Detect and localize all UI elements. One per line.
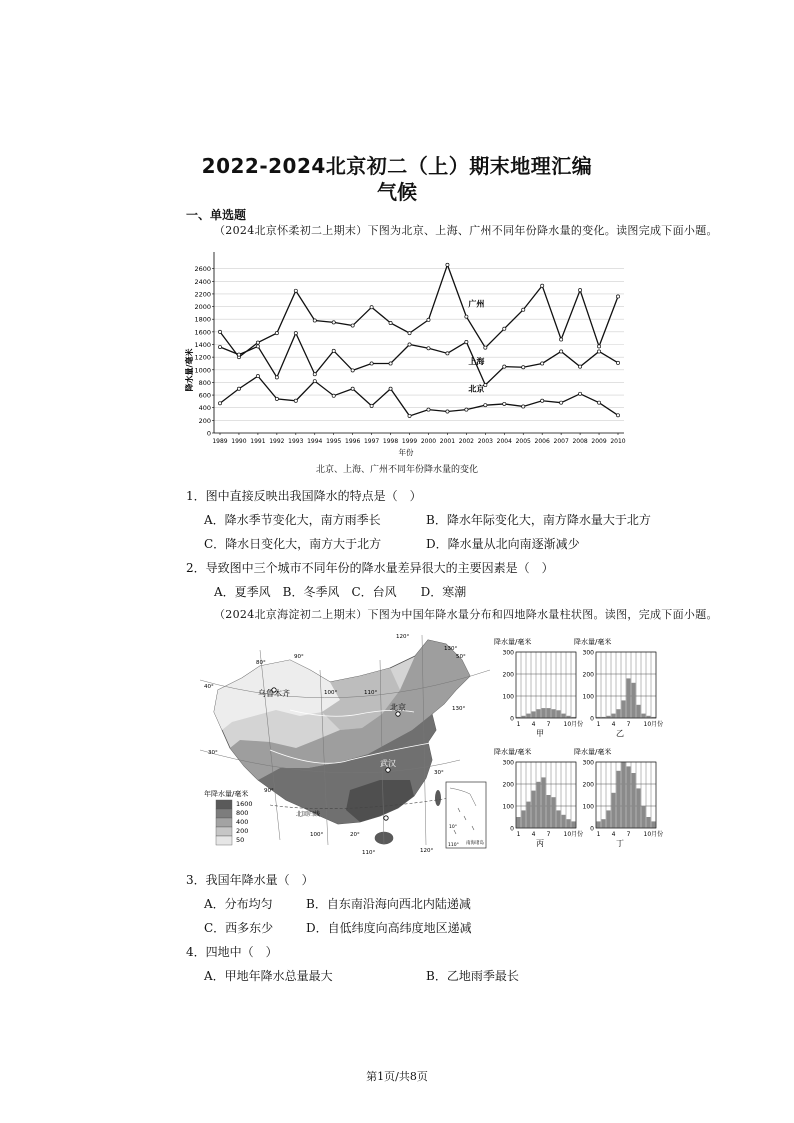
lat-20-label: 20° <box>350 832 360 838</box>
line-chart-ytick: 2600 <box>194 265 211 274</box>
lat-30b-label: 30° <box>434 770 444 776</box>
line-point <box>465 315 468 318</box>
line-point <box>616 295 619 298</box>
line-point <box>597 401 600 404</box>
line-point <box>275 376 278 379</box>
city-urumqi-label: 乌鲁木齐 <box>258 689 290 698</box>
bar <box>571 821 575 828</box>
line-chart-ytick: 600 <box>198 391 211 400</box>
line-point <box>370 362 373 365</box>
bar-chart-xtick: 7 <box>626 721 631 728</box>
line-chart-ytick: 2200 <box>194 290 211 299</box>
bar <box>561 714 565 718</box>
lon-120-label: 120° <box>396 634 410 640</box>
bar-chart-xtick: 10月份 <box>643 721 664 728</box>
line-point <box>503 402 506 405</box>
line-chart-ytick: 2400 <box>194 277 211 286</box>
bar-chart-xtick: 10月份 <box>563 721 584 728</box>
inset-lat-label: 10° <box>449 825 457 830</box>
line-point <box>294 399 297 402</box>
bar <box>566 819 570 828</box>
bar-chart-ylabel: 降水量/毫米 <box>494 638 532 646</box>
line-chart-xtick: 1990 <box>231 438 247 445</box>
page-footer: 第1页/共8页 <box>366 1070 428 1083</box>
bar <box>621 762 625 828</box>
bar-chart-ytick: 100 <box>582 693 594 701</box>
legend-swatch <box>216 836 232 845</box>
bar <box>596 821 600 828</box>
question-4-stem: 4．四地中（ ） <box>186 945 278 959</box>
bar <box>621 700 625 718</box>
bar-chart-ytick: 300 <box>502 649 514 657</box>
question-1-stem: 1．图中直接反映出我国降水的特点是（ ） <box>186 489 422 503</box>
line-chart-caption: 北京、上海、广州不同年份降水量的变化 <box>315 465 478 475</box>
line-point <box>560 350 563 353</box>
bar <box>616 771 620 828</box>
line-series-上海 <box>220 333 618 385</box>
line-point <box>275 397 278 400</box>
line-point <box>522 366 525 369</box>
tropic-label: 北回归线 <box>296 811 321 818</box>
question-1-option-a[interactable]: A．降水季节变化大，南方雨季长 <box>204 513 381 527</box>
city-beijing-marker <box>396 712 400 716</box>
bar <box>526 714 530 718</box>
bar-chart-ylabel: 降水量/毫米 <box>494 748 532 756</box>
line-point <box>427 347 430 350</box>
city-wuhan-marker <box>386 768 390 772</box>
city-wuhan-label: 武汉 <box>380 759 396 768</box>
bar-chart-乙 <box>574 637 663 738</box>
bar <box>556 710 560 718</box>
bar-chart-丁 <box>574 747 663 848</box>
line-chart-xtick: 1995 <box>326 438 342 445</box>
line-chart-xtick: 2010 <box>610 438 626 445</box>
line-point <box>332 349 335 352</box>
section-heading: 一、单选题 <box>186 208 247 222</box>
line-chart-xtick: 2004 <box>496 438 512 445</box>
bar-chart-丙 <box>494 747 583 848</box>
line-chart-ylabel: 降水量/毫米 <box>185 348 194 392</box>
line-point <box>237 353 240 356</box>
lon-110b-label: 110° <box>362 850 376 856</box>
line-point <box>597 350 600 353</box>
bar <box>626 766 630 828</box>
lon-120b-label: 120° <box>420 848 434 854</box>
bar <box>646 817 650 828</box>
lat-40-label: 40° <box>204 684 214 690</box>
line-point <box>294 332 297 335</box>
lon-90b-label: 90° <box>264 788 274 794</box>
lon-100-label: 100° <box>324 690 338 696</box>
question-3-option-b[interactable]: B．自东南沿海向西北内陆递减 <box>306 897 471 911</box>
question-3-stem: 3．我国年降水量（ ） <box>186 873 314 887</box>
line-point <box>313 380 316 383</box>
city-beijing-label: 北京 <box>390 703 406 712</box>
line-series-label: 上海 <box>468 357 485 367</box>
line-point <box>408 332 411 335</box>
bar-chart-ylabel: 降水量/毫米 <box>574 638 612 646</box>
line-chart-xtick: 2002 <box>458 438 475 445</box>
bar-chart-name: 甲 <box>536 729 544 738</box>
line-point <box>522 308 525 311</box>
legend-label: 800 <box>236 809 249 817</box>
line-chart-ytick: 1000 <box>194 366 211 375</box>
line-series-北京 <box>220 376 618 416</box>
question-2-options[interactable]: A．夏季风 B．冬季风 C．台风 D．寒潮 <box>214 585 467 599</box>
line-chart-ytick: 1400 <box>194 341 211 349</box>
question-4-option-a[interactable]: A．甲地年降水总量最大 <box>204 969 333 983</box>
china-precipitation-map <box>200 630 490 860</box>
line-point <box>313 373 316 376</box>
bar <box>551 797 555 828</box>
legend-swatch <box>216 827 232 836</box>
line-chart-ytick: 200 <box>198 416 211 425</box>
bar-chart-ytick: 200 <box>582 781 594 789</box>
bar <box>631 773 635 828</box>
line-chart-xtick: 2003 <box>477 438 493 445</box>
line-chart-ytick: 2000 <box>194 303 211 312</box>
line-chart-ytick: 1800 <box>194 315 211 324</box>
bar-chart-ytick: 0 <box>510 715 514 723</box>
question-4-option-b[interactable]: B．乙地雨季最长 <box>426 969 519 983</box>
line-chart-xtick: 1989 <box>212 438 228 445</box>
question-1-option-c[interactable]: C．降水日变化大，南方大于北方 <box>204 537 382 551</box>
line-point <box>256 375 259 378</box>
line-chart-ytick: 1600 <box>194 328 211 337</box>
line-chart-xlabel: 年份 <box>398 448 414 457</box>
line-point <box>578 392 581 395</box>
bar <box>551 709 555 718</box>
bar <box>546 795 550 828</box>
line-chart-xtick: 1998 <box>382 438 399 445</box>
line-point <box>370 404 373 407</box>
bar <box>616 709 620 718</box>
bar-chart-xtick: 10月份 <box>643 831 664 838</box>
bar-chart-ylabel: 降水量/毫米 <box>574 748 612 756</box>
bar <box>546 708 550 718</box>
line-point <box>560 338 563 341</box>
line-point <box>275 332 278 335</box>
line-point <box>484 404 487 407</box>
bar <box>526 802 530 828</box>
bar-chart-ytick: 100 <box>582 803 594 811</box>
lat-30a-label: 30° <box>208 750 218 756</box>
lon-130b-label: 130° <box>452 706 466 712</box>
line-point <box>389 387 392 390</box>
bar-chart-ytick: 100 <box>502 803 514 811</box>
line-point <box>389 321 392 324</box>
line-point <box>616 414 619 417</box>
line-point <box>313 319 316 322</box>
bar <box>611 793 615 828</box>
bar <box>626 678 630 718</box>
bar <box>536 782 540 828</box>
line-point <box>616 361 619 364</box>
line-point <box>465 408 468 411</box>
bar <box>641 714 645 718</box>
bar-chart-xtick: 7 <box>546 721 551 728</box>
line-point <box>522 405 525 408</box>
map-legend-title: 年降水量/毫米 <box>204 790 249 798</box>
bar-chart-ytick: 0 <box>590 825 594 833</box>
bar-chart-name: 丁 <box>616 839 624 848</box>
precipitation-bar-charts <box>490 632 670 858</box>
line-chart-xtick: 2001 <box>439 438 456 445</box>
city-guangzhou-marker <box>384 816 388 820</box>
line-chart-ytick: 1200 <box>194 353 211 362</box>
line-point <box>541 399 544 402</box>
bar-chart-ytick: 0 <box>590 715 594 723</box>
bar-chart-xtick: 1 <box>596 721 601 728</box>
legend-label: 50 <box>236 836 245 844</box>
line-chart-xtick: 2000 <box>420 438 437 445</box>
line-series-label: 广州 <box>468 299 485 309</box>
bar <box>611 714 615 718</box>
line-point <box>503 327 506 330</box>
line-chart-xtick: 1996 <box>345 438 361 445</box>
legend-swatch <box>216 800 232 809</box>
line-chart-xtick: 2006 <box>534 438 550 445</box>
bar <box>531 711 535 718</box>
lon-110-label: 110° <box>364 690 378 696</box>
line-point <box>218 330 221 333</box>
line-point <box>351 324 354 327</box>
bar-chart-xtick: 7 <box>546 831 551 838</box>
line-point <box>256 341 259 344</box>
lon-100b-label: 100° <box>310 832 324 838</box>
line-point <box>370 306 373 309</box>
bar-chart-甲 <box>494 637 583 738</box>
line-chart-xtick: 1997 <box>363 438 380 445</box>
bar-chart-name: 乙 <box>616 729 624 738</box>
inset-lon-label: 110° <box>448 843 459 848</box>
line-point <box>465 340 468 343</box>
line-point <box>256 345 259 348</box>
line-chart-ytick: 0 <box>206 429 211 438</box>
line-point <box>408 414 411 417</box>
line-point <box>541 284 544 287</box>
bar-chart-xtick: 4 <box>611 831 616 838</box>
legend-label: 1600 <box>236 800 253 808</box>
bar <box>516 817 520 828</box>
question-3-option-c[interactable]: C．西多东少 <box>204 921 274 935</box>
line-point <box>427 318 430 321</box>
line-chart-xtick: 1999 <box>401 438 418 445</box>
bar-chart-xtick: 7 <box>626 831 631 838</box>
line-point <box>218 402 221 405</box>
line-point <box>446 352 449 355</box>
line-chart-xtick: 1993 <box>288 438 304 445</box>
line-chart-ytick: 400 <box>198 404 211 413</box>
legend-label: 400 <box>236 818 249 826</box>
lon-90-label: 90° <box>294 654 304 660</box>
bar <box>651 821 655 828</box>
rainfall-line-chart <box>180 250 630 460</box>
bar-chart-ytick: 300 <box>502 759 514 767</box>
legend-swatch <box>216 809 232 818</box>
bar-chart-ytick: 200 <box>502 671 514 679</box>
line-point <box>408 343 411 346</box>
line-point <box>389 362 392 365</box>
bar-chart-xtick: 1 <box>596 831 601 838</box>
line-chart-xtick: 2008 <box>572 438 588 445</box>
line-point <box>503 365 506 368</box>
line-point <box>578 365 581 368</box>
bar-chart-xtick: 1 <box>516 721 521 728</box>
question-1-option-b[interactable]: B．降水年际变化大，南方降水量大于北方 <box>426 513 651 527</box>
line-chart-xtick: 2005 <box>515 438 531 445</box>
line-chart-xtick: 2007 <box>553 438 569 445</box>
question-3-option-d[interactable]: D．自低纬度向高纬度地区递减 <box>306 921 472 935</box>
bar <box>636 705 640 718</box>
line-series-label: 北京 <box>468 384 485 394</box>
bar-chart-xtick: 4 <box>531 721 536 728</box>
inset-label: 南海诸岛 <box>466 841 484 846</box>
page-title: 2022-2024北京初二（上）期末地理汇编 <box>201 154 593 178</box>
bar-chart-ytick: 300 <box>582 649 594 657</box>
lon-80-label: 80° <box>256 660 266 666</box>
line-chart-xtick: 1994 <box>307 438 323 445</box>
line-point <box>484 346 487 349</box>
question-intro-1: （2024北京怀柔初二上期末）下图为北京、上海、广州不同年份降水量的变化。读图完成下面小题。 <box>214 224 718 237</box>
bar-chart-name: 丙 <box>536 839 544 848</box>
lat-50-label: 50° <box>456 654 466 660</box>
line-point <box>560 401 563 404</box>
bar <box>601 819 605 828</box>
line-point <box>578 289 581 292</box>
legend-label: 200 <box>236 827 249 835</box>
bar-chart-xtick: 4 <box>531 831 536 838</box>
bar-chart-xtick: 10月份 <box>563 831 584 838</box>
line-series-广州 <box>220 265 618 357</box>
page-subtitle: 气候 <box>377 180 417 204</box>
bar-chart-ytick: 100 <box>502 693 514 701</box>
line-chart-xtick: 2009 <box>591 438 607 445</box>
line-point <box>446 263 449 266</box>
line-point <box>351 387 354 390</box>
bar <box>636 788 640 828</box>
line-point <box>218 345 221 348</box>
south-china-sea-inset <box>446 782 486 848</box>
line-point <box>597 345 600 348</box>
bar <box>606 810 610 828</box>
lon-130-label: 130° <box>444 646 458 652</box>
bar-chart-xtick: 4 <box>611 721 616 728</box>
question-3-option-a[interactable]: A．分布均匀 <box>204 897 273 911</box>
bar <box>541 777 545 828</box>
question-2-stem: 2．导致图中三个城市不同年份的降水量差异很大的主要因素是（ ） <box>186 561 554 575</box>
bar-chart-ytick: 0 <box>510 825 514 833</box>
line-point <box>427 408 430 411</box>
line-chart-xtick: 1991 <box>250 438 266 445</box>
bar-chart-ytick: 200 <box>502 781 514 789</box>
bar-chart-ytick: 200 <box>582 671 594 679</box>
bar <box>556 810 560 828</box>
question-intro-2: （2024北京海淀初二上期末）下图为中国年降水量分布和四地降水量柱状图。读图，完成下面小题。 <box>214 608 718 621</box>
bar <box>631 683 635 718</box>
line-point <box>541 362 544 365</box>
line-point <box>332 394 335 397</box>
bar <box>536 709 540 718</box>
bar-chart-ytick: 300 <box>582 759 594 767</box>
line-point <box>351 369 354 372</box>
line-chart-ytick: 800 <box>198 378 211 387</box>
bar-chart-xtick: 1 <box>516 831 521 838</box>
bar <box>531 791 535 828</box>
bar <box>561 815 565 828</box>
line-point <box>446 410 449 413</box>
line-point <box>237 387 240 390</box>
question-1-option-d[interactable]: D．降水量从北向南逐渐减少 <box>426 537 580 551</box>
line-chart-xtick: 1992 <box>269 438 285 445</box>
bar <box>541 708 545 718</box>
bar <box>641 806 645 828</box>
line-point <box>332 321 335 324</box>
legend-swatch <box>216 818 232 827</box>
line-point <box>294 289 297 292</box>
bar <box>521 810 525 828</box>
